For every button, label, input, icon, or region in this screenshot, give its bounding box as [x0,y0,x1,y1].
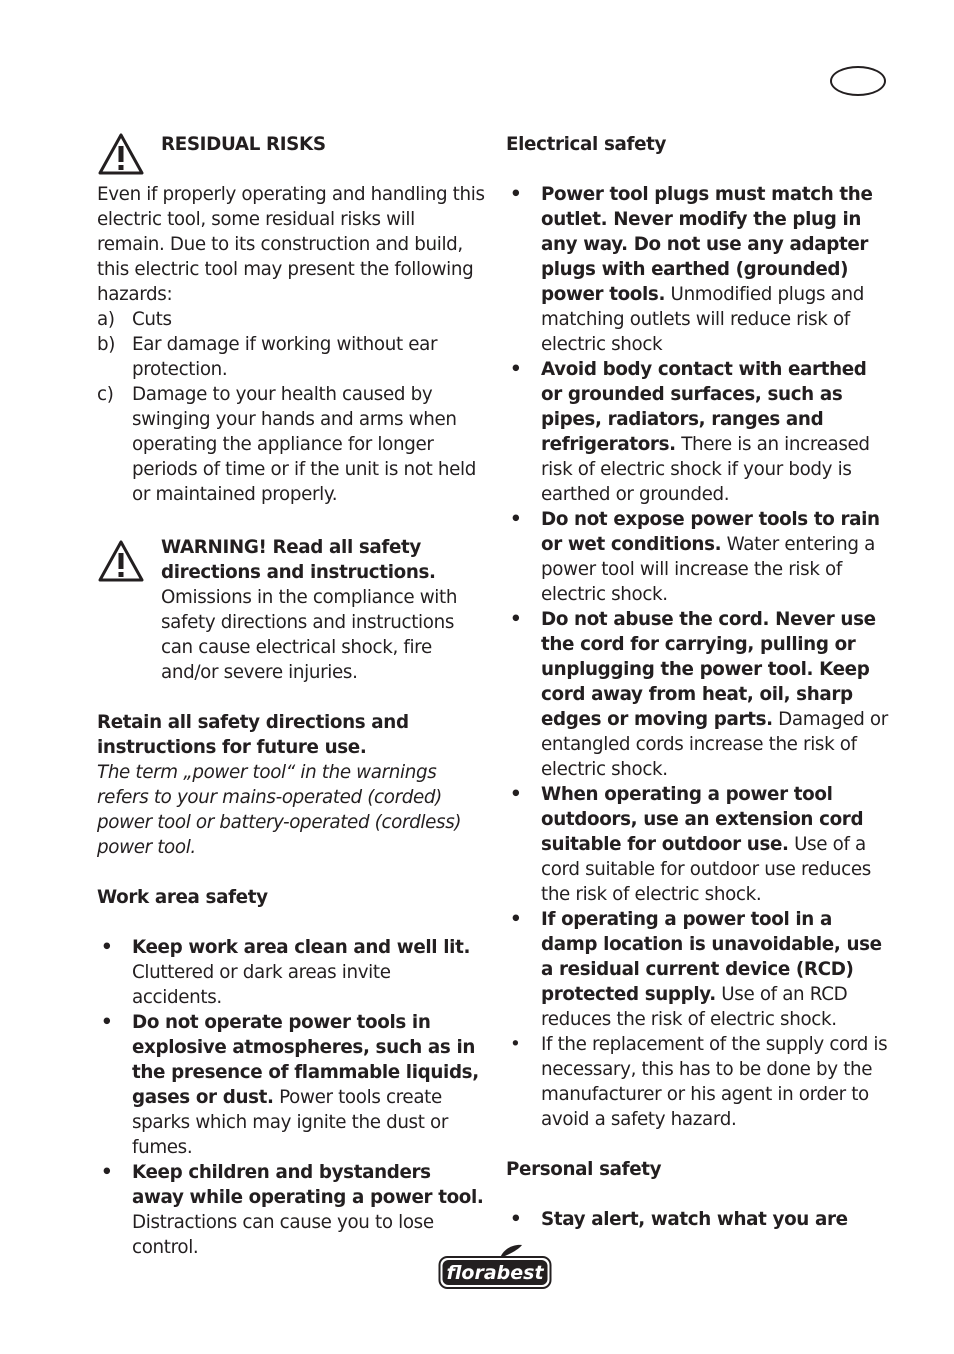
residual-risks-header [97,132,485,157]
list-item: b) Ear damage if working without ear protection. [97,334,438,380]
warning-triangle-icon [97,132,145,176]
list-item: • Power tool plugs must match the outlet. Never modify the plug in any way. Do not use any adapter plugs with earthed (grounded) power tools. Unmodified plugs and matching outlets will reduce risk of electric shock [510,184,873,355]
list-item: • Do not abuse the cord. Never use the cord for carrying, pulling or unplugging the power tool. Keep cord away from heat, oil, sharp edges or moving parts. Damaged or entangled cords increase the risk of electric shock. [510,609,888,780]
bullet-icon: • [101,1012,113,1033]
warning-bold: WARNING! Read all safety directions and instructions. [161,537,436,583]
list-item: • Do not operate power tools in explosive atmospheres, such as in the presence of flammable liquids, gases or dust. Power tools create sparks which may ignite the dust or fumes. [101,1012,479,1158]
bullet-icon: • [510,359,522,380]
list-item: • If the replacement of the supply cord is necessary, this has to be done by the manufacturer or his agent in order to avoid a safety hazard. [510,1034,888,1130]
residual-risks-heading: RESIDUAL RISKS [161,134,326,155]
bullet-icon: • [510,184,522,205]
list-item: • Keep children and bystanders away while operating a power tool. Distractions can cause you to lose control. [101,1162,484,1258]
warning-text: Omissions in the compliance with safety directions and instructions can cause electrical shock, fire and/or severe injuries. [161,587,458,683]
bullet-icon: • [510,909,522,930]
personal-safety-heading: Personal safety [506,1159,662,1180]
logo-text: florabest [446,1262,544,1284]
florabest-logo [438,1242,552,1292]
list-item: • Stay alert, watch what you are [510,1209,848,1230]
bullet-icon: • [510,1209,522,1230]
left-column [97,132,485,1260]
language-badge [830,66,886,96]
bullet-icon: • [510,784,522,805]
term-note: The term „power tool“ in the warnings refers to your mains-operated (corded) power tool or battery-operated (cordless) power tool. [97,762,462,858]
warning-notice [97,535,485,685]
hazard-list [97,307,485,507]
bullet-icon: • [101,937,113,958]
list-item: • If operating a power tool in a damp location is unavoidable, use a residual current device (RCD) protected supply. Use of an RCD reduces the risk of electric shock. [510,909,882,1030]
electrical-safety-heading: Electrical safety [506,134,667,155]
warning-triangle-icon [97,539,145,583]
list-item: • Do not expose power tools to rain or wet conditions. Water entering a power tool will increase the risk of electric shock. [510,509,880,605]
bullet-icon: • [101,1162,113,1183]
right-column [506,132,892,1232]
list-item: • Avoid body contact with earthed or grounded surfaces, such as pipes, radiators, ranges and refrigerators. There is an increased risk of electric shock if your body is earthed or grounded. [510,359,870,505]
work-area-heading: Work area safety [97,887,268,908]
retain-heading: Retain all safety directions and instructions for future use. [97,712,409,758]
electrical-list [506,182,892,1132]
residual-intro: Even if properly operating and handling this electric tool, some residual risks will remain. Due to its construction and build, this electric tool may present the following hazards: [97,184,485,305]
list-item: • When operating a power tool outdoors, use an extension cord suitable for outdoor use. Use of a cord suitable for outdoor use reduces the risk of electric shock. [510,784,871,905]
list-item: a) Cuts [97,309,172,330]
personal-list [506,1207,892,1232]
bullet-icon: • [510,509,522,530]
list-item: c) Damage to your health caused by swinging your hands and arms when operating the appliance for longer periods of time or if the unit is not held or maintained properly. [97,384,476,505]
list-item: • Keep work area clean and well lit. Cluttered or dark areas invite accidents. [101,937,471,1008]
bullet-icon: • [510,609,522,630]
bullet-icon: • [510,1034,521,1055]
work-area-list [97,935,485,1260]
